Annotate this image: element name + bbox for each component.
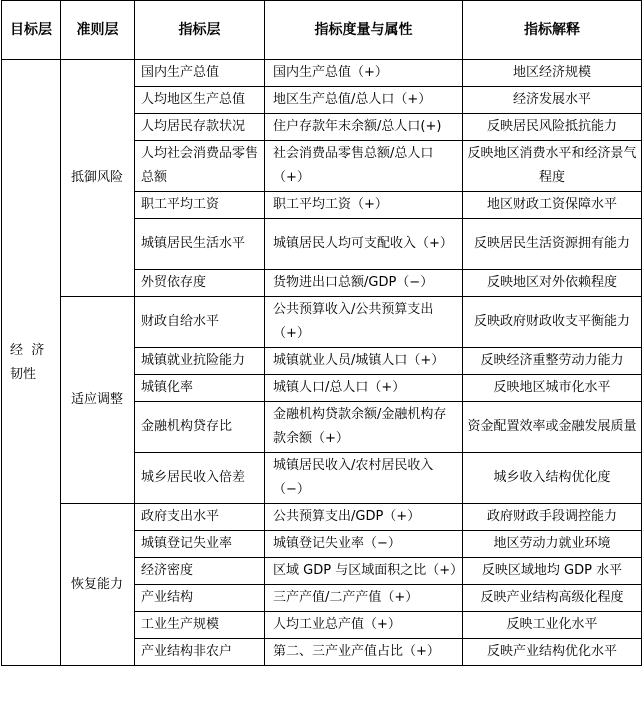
explanation-cell: 政府财政手段调控能力 [463, 504, 642, 531]
measure-cell: 区域 GDP 与区域面积之比（+） [265, 558, 463, 585]
indicator-cell: 城镇居民生活水平 [135, 219, 265, 270]
indicator-cell: 城镇就业抗险能力 [135, 348, 265, 375]
measure-cell: 城镇居民收入/农村居民收入（−） [265, 453, 463, 504]
explanation-cell: 地区劳动力就业环境 [463, 531, 642, 558]
explanation-cell: 反映工业化水平 [463, 612, 642, 639]
measure-cell: 人均工业总产值（+） [265, 612, 463, 639]
measure-cell: 货物进出口总额/GDP（−） [265, 270, 463, 297]
explanation-cell: 反映地区城市化水平 [463, 375, 642, 402]
measure-cell: 金融机构贷款余额/金融机构存款余额（+） [265, 402, 463, 453]
measure-cell: 城镇居民人均可支配收入（+） [265, 219, 463, 270]
measure-cell: 国内生产总值（+） [265, 60, 463, 87]
goal-label-line1: 经 济 [10, 342, 45, 358]
header-indicator: 指标层 [135, 1, 265, 60]
explanation-cell: 反映地区对外依赖程度 [463, 270, 642, 297]
measure-cell: 住户存款年末余额/总人口(+) [265, 114, 463, 141]
indicator-cell: 经济密度 [135, 558, 265, 585]
indicator-cell: 金融机构贷存比 [135, 402, 265, 453]
indicator-cell: 城镇登记失业率 [135, 531, 265, 558]
measure-cell: 第二、三产业产值占比（+） [265, 639, 463, 666]
indicator-cell: 人均居民存款状况 [135, 114, 265, 141]
measure-cell: 城镇就业人员/城镇人口（+） [265, 348, 463, 375]
table-row [2, 504, 642, 531]
header-goal: 目标层 [2, 1, 61, 60]
indicator-cell: 政府支出水平 [135, 504, 265, 531]
explanation-cell: 地区财政工资保障水平 [463, 192, 642, 219]
indicator-cell: 城乡居民收入倍差 [135, 453, 265, 504]
explanation-cell: 反映政府财政收支平衡能力 [463, 297, 642, 348]
explanation-cell: 反映居民风险抵抗能力 [463, 114, 642, 141]
explanation-cell: 反映产业结构高级化程度 [463, 585, 642, 612]
header-criterion: 准则层 [61, 1, 135, 60]
indicator-cell: 人均地区生产总值 [135, 87, 265, 114]
explanation-cell: 经济发展水平 [463, 87, 642, 114]
indicator-cell: 财政自给水平 [135, 297, 265, 348]
goal-cell [2, 60, 61, 666]
indicator-cell: 产业结构 [135, 585, 265, 612]
goal-label-line2: 韧性 [10, 366, 37, 382]
indicator-cell: 城镇化率 [135, 375, 265, 402]
header-row [2, 1, 642, 60]
table-row [2, 297, 642, 348]
explanation-cell: 地区经济规模 [463, 60, 642, 87]
indicator-cell: 人均社会消费品零售总额 [135, 141, 265, 192]
explanation-cell: 反映居民生活资源拥有能力 [463, 219, 642, 270]
measure-cell: 职工平均工资（+） [265, 192, 463, 219]
explanation-cell: 城乡收入结构优化度 [463, 453, 642, 504]
table-row [2, 60, 642, 87]
measure-cell: 公共预算支出/GDP（+） [265, 504, 463, 531]
criterion-cell: 恢复能力 [61, 504, 135, 666]
explanation-cell: 反映地区消费水平和经济景气程度 [463, 141, 642, 192]
measure-cell: 地区生产总值/总人口（+） [265, 87, 463, 114]
indicator-cell: 职工平均工资 [135, 192, 265, 219]
measure-cell: 三产产值/二产产值（+） [265, 585, 463, 612]
indicator-cell: 产业结构非农户 [135, 639, 265, 666]
resilience-indicator-table [1, 0, 642, 666]
explanation-cell: 反映产业结构优化水平 [463, 639, 642, 666]
header-measure: 指标度量与属性 [265, 1, 463, 60]
criterion-cell: 适应调整 [61, 297, 135, 504]
indicator-cell: 工业生产规模 [135, 612, 265, 639]
criterion-cell: 抵御风险 [61, 60, 135, 297]
measure-cell: 城镇人口/总人口（+） [265, 375, 463, 402]
explanation-cell: 反映区域地均 GDP 水平 [463, 558, 642, 585]
header-explanation: 指标解释 [463, 1, 642, 60]
explanation-cell: 资金配置效率或金融发展质量 [463, 402, 642, 453]
indicator-cell: 外贸依存度 [135, 270, 265, 297]
explanation-cell: 反映经济重整劳动力能力 [463, 348, 642, 375]
measure-cell: 城镇登记失业率（−） [265, 531, 463, 558]
indicator-cell: 国内生产总值 [135, 60, 265, 87]
measure-cell: 公共预算收入/公共预算支出（+） [265, 297, 463, 348]
measure-cell: 社会消费品零售总额/总人口（+） [265, 141, 463, 192]
